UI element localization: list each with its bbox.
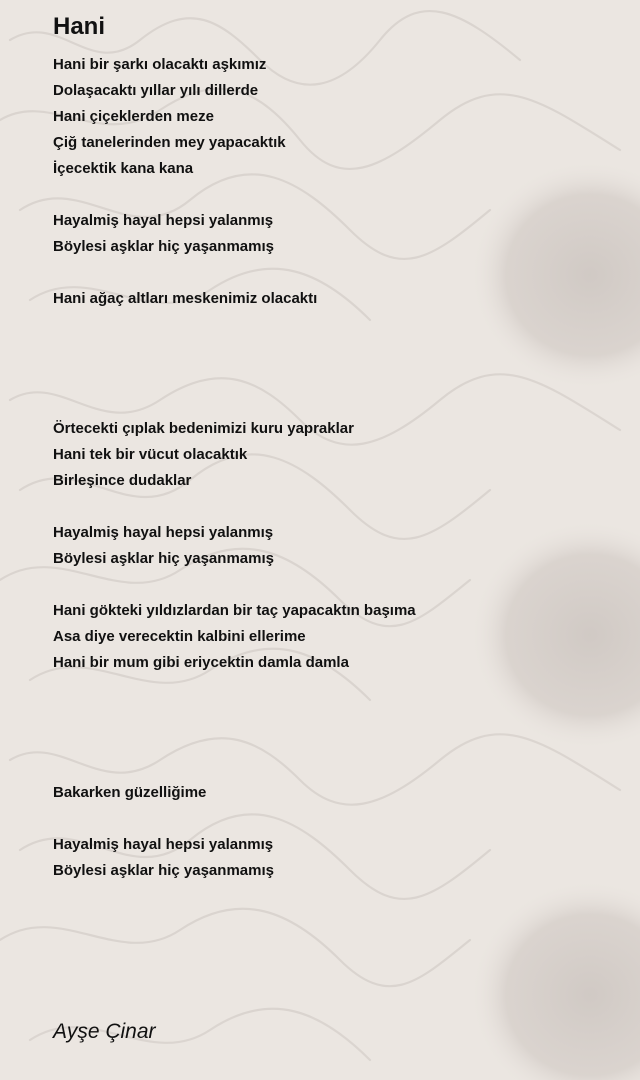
stanza-break bbox=[53, 338, 613, 364]
poem-line: Böylesi aşklar hiç yaşanmamış bbox=[53, 238, 274, 255]
stanza-break bbox=[53, 806, 613, 832]
poem-line: Böylesi aşklar hiç yaşanmamış bbox=[53, 862, 274, 879]
stanza-break bbox=[53, 390, 613, 416]
stanza-break bbox=[53, 182, 613, 208]
poem-line: Hayalmiş hayal hepsi yalanmış bbox=[53, 524, 274, 541]
stanza-break bbox=[53, 364, 613, 390]
poem-line: Hani ağaç altları meskenimiz olacaktı bbox=[53, 290, 318, 307]
poem-line: Bakarken güzelliğime bbox=[53, 784, 207, 801]
stanza-break bbox=[53, 676, 613, 702]
poem-line: Hani çiçeklerden meze bbox=[53, 108, 214, 125]
poem-line: Çiğ tanelerinden mey yapacaktık bbox=[53, 134, 286, 151]
poem-line: Hani bir mum gibi eriycektin damla damla bbox=[53, 654, 349, 671]
poem-author: Ayşe Çinar bbox=[53, 1020, 156, 1043]
poem-body bbox=[53, 52, 613, 884]
stanza-break bbox=[53, 260, 613, 286]
poem-line: Birleşince dudaklar bbox=[53, 472, 192, 489]
stanza-break bbox=[53, 572, 613, 598]
poem-line: Asa diye verecektin kalbini ellerime bbox=[53, 628, 306, 645]
stanza-break bbox=[53, 728, 613, 754]
poem-line: Örtecekti çıplak bedenimizi kuru yapraklar bbox=[53, 420, 354, 437]
stanza-break bbox=[53, 754, 613, 780]
poem-line: Hani bir şarkı olacaktı aşkımız bbox=[53, 56, 267, 73]
stanza-break bbox=[53, 494, 613, 520]
stanza-break bbox=[53, 702, 613, 728]
poem-line: Hani tek bir vücut olacaktık bbox=[53, 446, 248, 463]
poem-line: Hayalmiş hayal hepsi yalanmış bbox=[53, 836, 274, 853]
poem-line: Hayalmiş hayal hepsi yalanmış bbox=[53, 212, 274, 229]
stanza-break bbox=[53, 312, 613, 338]
poem-line: Hani gökteki yıldızlardan bir taç yapacaktın başıma bbox=[53, 602, 416, 619]
poem-title: Hani bbox=[53, 13, 106, 40]
poem-line: İçecektik kana kana bbox=[53, 160, 194, 177]
poem-line: Dolaşacaktı yıllar yılı dillerde bbox=[53, 82, 259, 99]
poem-line: Böylesi aşklar hiç yaşanmamış bbox=[53, 550, 274, 567]
